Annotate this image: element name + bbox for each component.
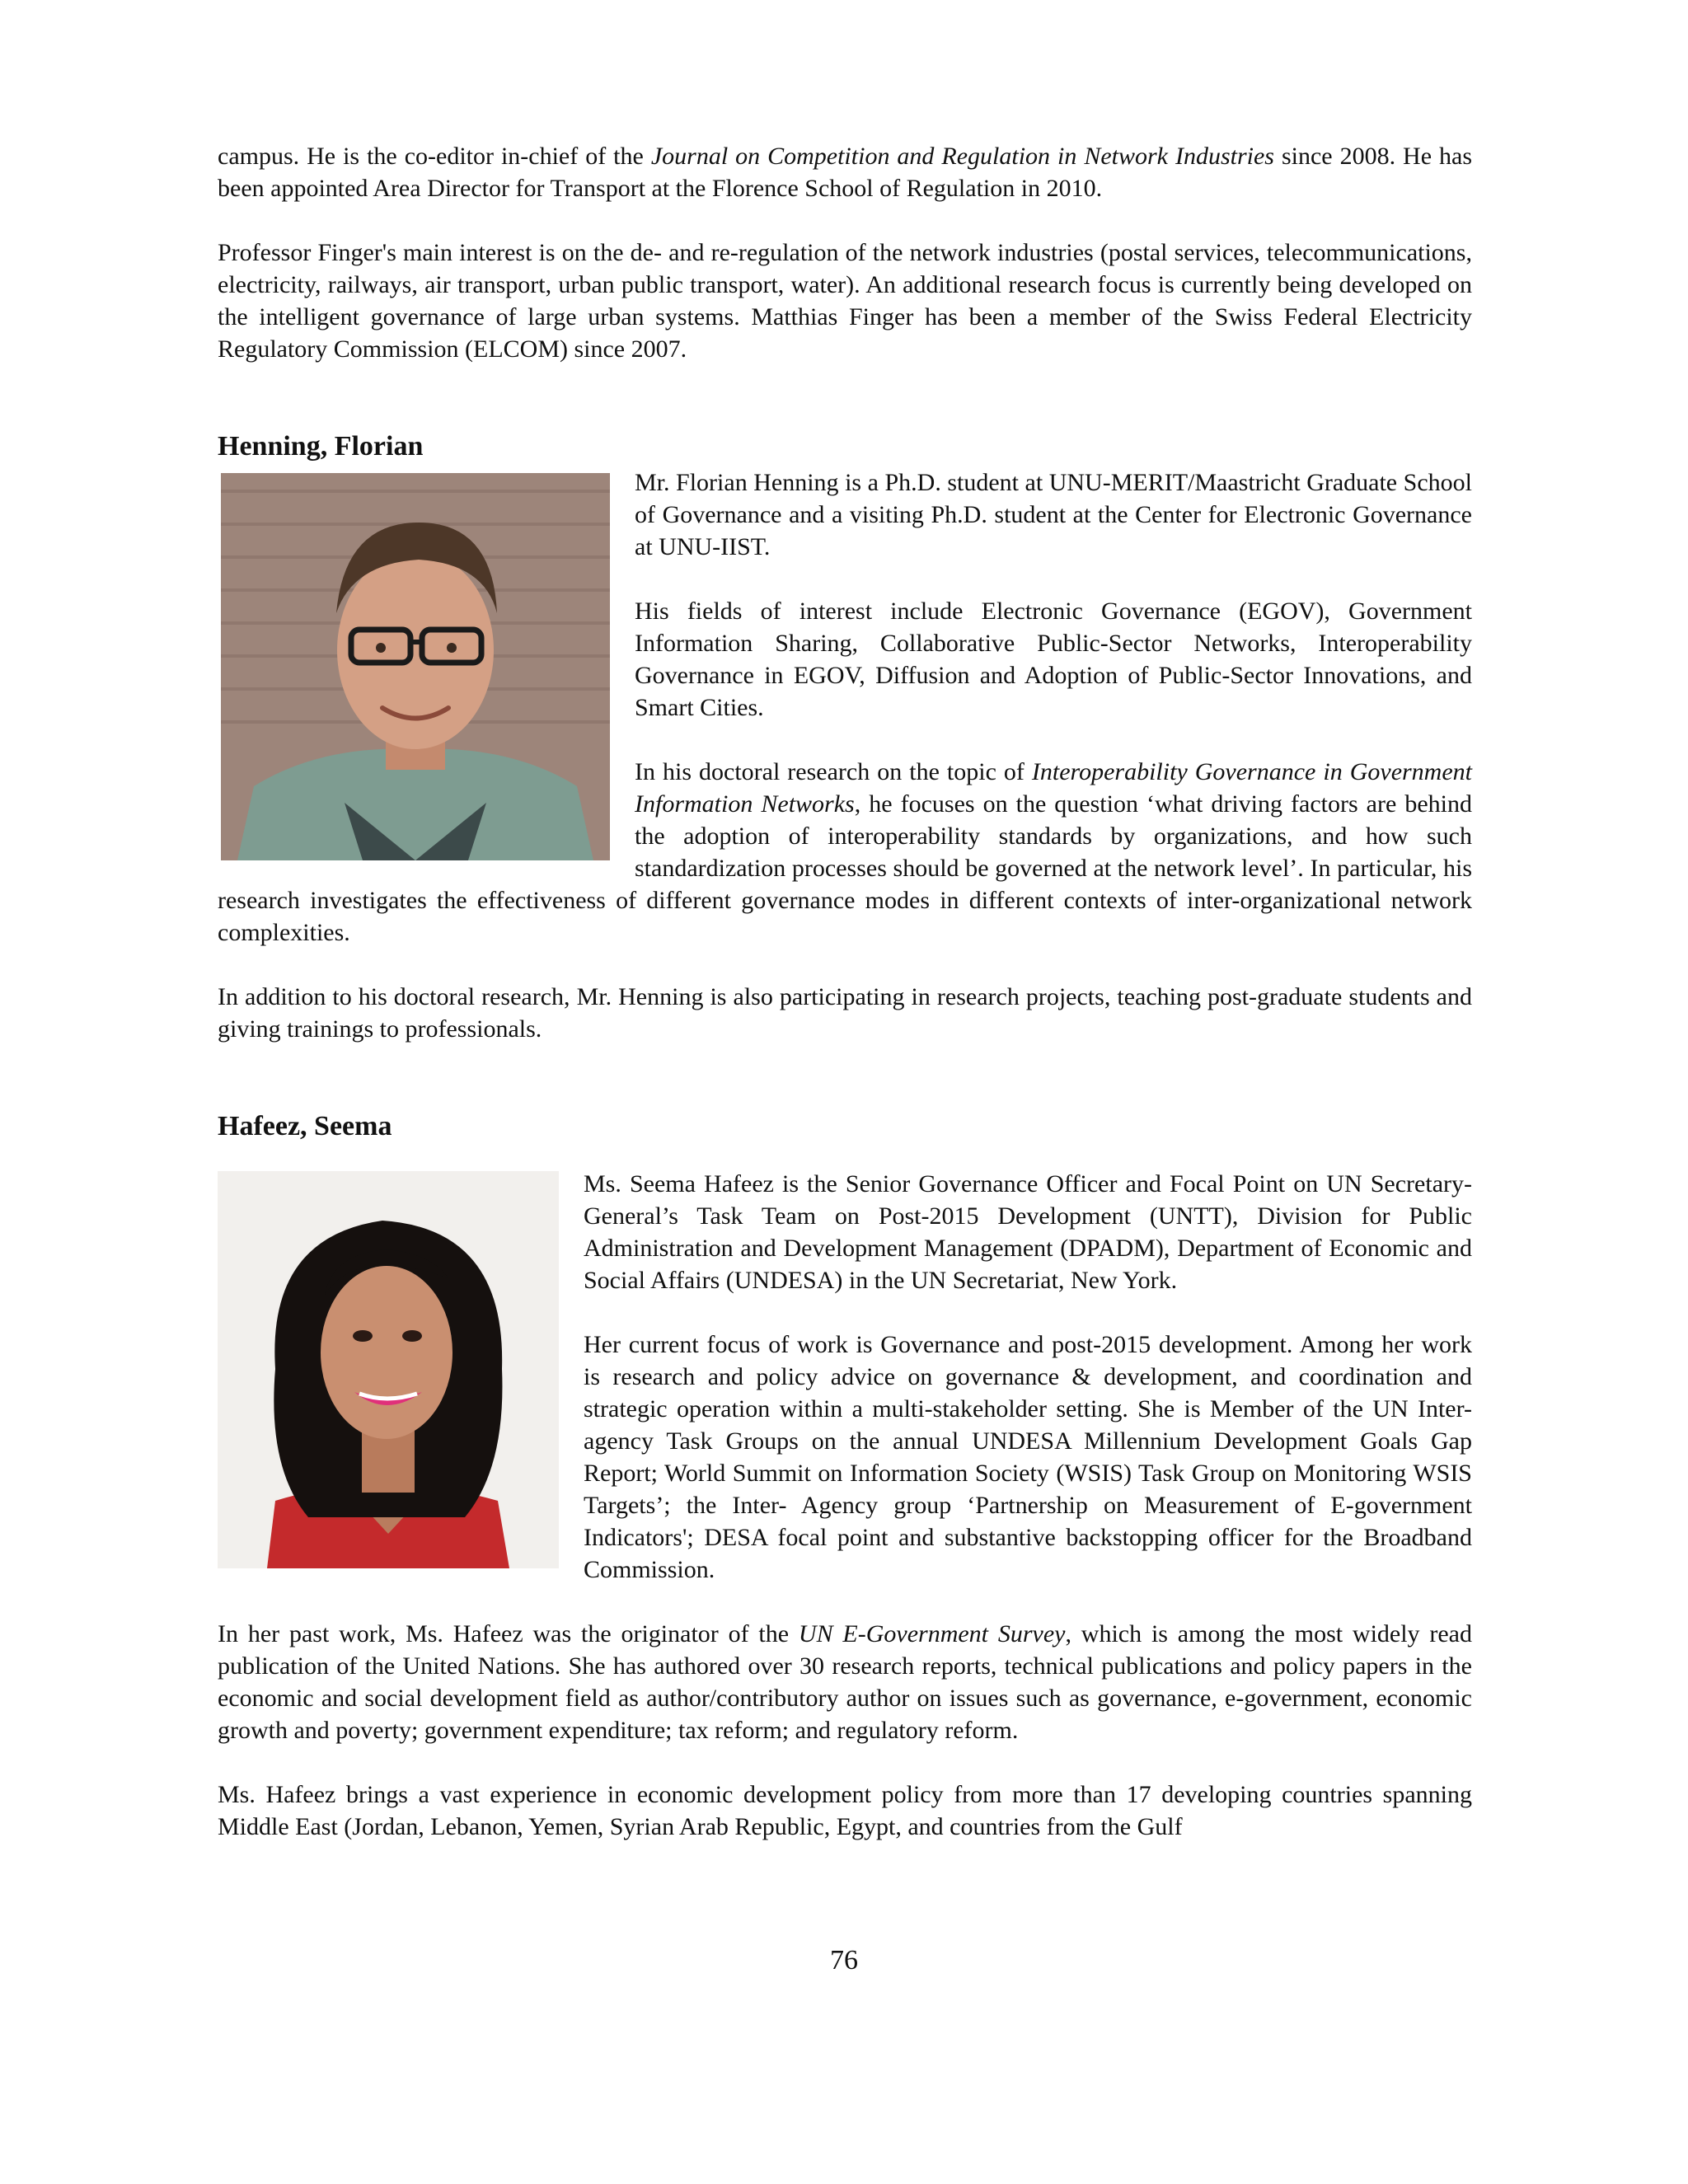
hafeez-p3-text-b: , which is among the most widely read publication of the United Nations. She has authored over 30 research reports, technical publications and policy papers in the economic and social development field as author/contributory author on issues such as governance, e-government, economic growth and poverty; government expenditure; tax reform; and regulatory reform. <box>218 1620 1473 1744</box>
henning-paragraph-4: In addition to his doctoral research, Mr. Henning is also participating in research projects, teaching post-graduate students and giving trainings to professionals. <box>218 983 1472 1043</box>
un-egov-survey-title: UN E-Government Survey <box>798 1620 1066 1647</box>
intro-paragraph-2: Professor Finger's main interest is on the de- and re-regulation of the network industries (postal services, telecommunications, electricity, railways, air transport, urban public transport, water). An additional research focus is currently being developed on the intelligent governance of large urban systems. Matthias Finger has been a member of the Swiss Federal Electricity Regulatory Commission (ELCOM) since 2007. <box>218 239 1472 363</box>
section-heading-henning: Henning, Florian <box>218 431 424 462</box>
intro-paragraph-1 <box>218 140 1472 204</box>
intro-text-a: campus. He is the co-editor in-chief of the <box>218 143 651 170</box>
section-heading-hafeez: Hafeez, Seema <box>218 1111 392 1141</box>
hafeez-paragraph-2: Her current focus of work is Governance and post-2015 development. Among her work is research and policy advice on governance & development, and coordination and strategic operation within a multi-stakeholder setting. She is Member of the UN Inter-agency Task Groups on the annual UNDESA Millennium Development Goals Gap Report; World Summit on Information Society (WSIS) Task Group on Monitoring WSIS Targets’; the Inter- Agency group ‘Partnership on Measurement of E-government Indicators'; DESA focal point and substantive backstopping officer for the Broadband Commission. <box>584 1331 1472 1583</box>
intro-text-b: since 2008. He has been appointed Area Director for Transport at the Florence School of Regulation in 2010. <box>218 143 1473 202</box>
henning-paragraph-1: Mr. Florian Henning is a Ph.D. student at UNU-MERIT/Maastricht Graduate School of Governance and a visiting Ph.D. student at the Center for Electronic Governance at UNU-IIST. <box>635 469 1472 560</box>
hafeez-paragraph-4: Ms. Hafeez brings a vast experience in economic development policy from more than 17 developing countries spanning Middle East (Jordan, Lebanon, Yemen, Syrian Arab Republic, Egypt, and countries from the Gulf <box>218 1781 1472 1840</box>
hafeez-p3-text-a: In her past work, Ms. Hafeez was the originator of the <box>218 1620 799 1647</box>
hafeez-portrait-photo <box>218 1171 559 1568</box>
henning-p3-text-a: In his doctoral research on the topic of <box>635 758 1032 785</box>
section-gap-2 <box>218 1077 1472 1110</box>
hafeez-paragraph-3 <box>218 1618 1472 1746</box>
hafeez-portrait-illustration <box>218 1171 559 1568</box>
henning-paragraph-2: His fields of interest include Electronic Governance (EGOV), Government Information Sharing, Collaborative Public-Sector Networks, Interoperability Governance in EGOV, Diffusion and Adoption of Public-Sector Innovations, and Smart Cities. <box>635 598 1472 721</box>
page-number: 76 <box>830 1945 858 1975</box>
henning-portrait-photo <box>221 473 610 860</box>
henning-portrait-illustration <box>221 473 610 860</box>
hafeez-paragraph-1: Ms. Seema Hafeez is the Senior Governance Officer and Focal Point on UN Secretary-General’s Task Team on Post-2015 Development (UNTT), Division for Public Administration and Development Management (DPADM), Department of Economic and Social Affairs (UNDESA) in the UN Secretariat, New York. <box>584 1170 1472 1294</box>
section-gap <box>218 397 1472 430</box>
henning-p3-text-b: , he focuses on the question ‘what driving factors are behind the adoption of interoperability standards by organizations, and how such standardization processes should be governed at the network level’. In particular, his research investigates the effectiveness of different governance modes in different contexts of inter-organizational network complexities. <box>218 790 1472 946</box>
document-page <box>218 140 1472 1843</box>
henning-research-topic: Interoperability Governance in Government Information Networks <box>635 758 1472 818</box>
journal-title: Journal on Competition and Regulation in Network Industries <box>650 143 1274 170</box>
